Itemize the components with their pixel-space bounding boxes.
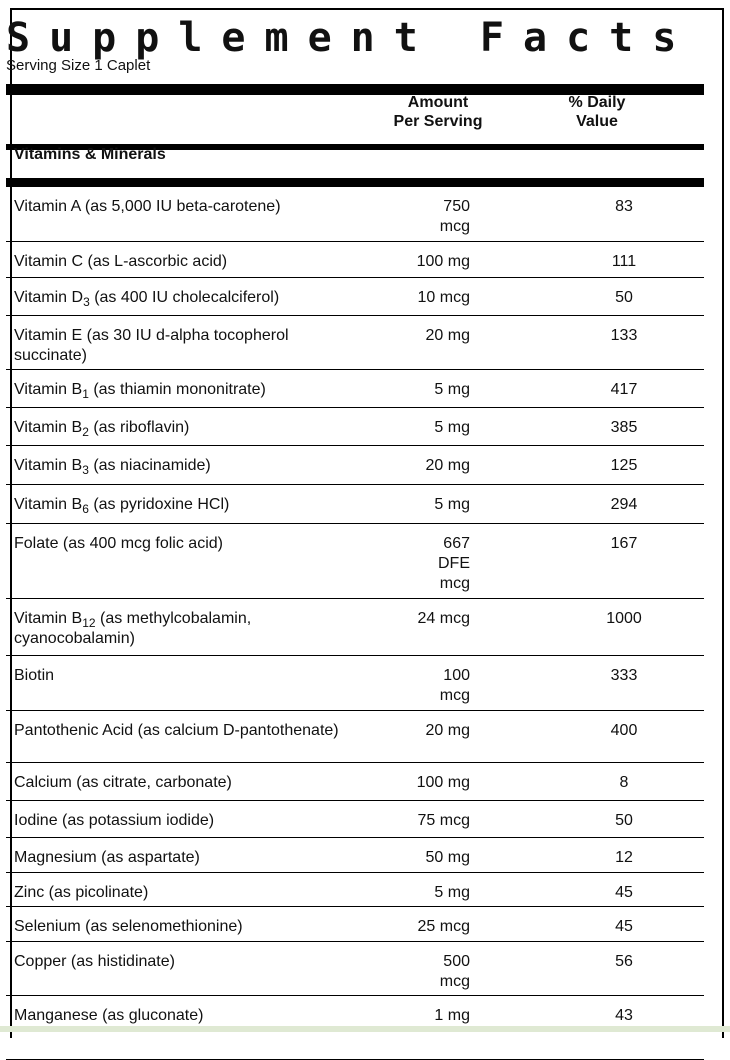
nutrient-name: Vitamin A (as 5,000 IU beta-carotene) bbox=[14, 198, 281, 215]
amount-per-serving bbox=[374, 326, 470, 346]
amount-line: 75 mcg bbox=[417, 812, 470, 829]
nutrient-subscript: 1 bbox=[82, 387, 89, 401]
table-row bbox=[6, 801, 704, 838]
amount-line: 667 bbox=[443, 535, 470, 552]
table-row bbox=[6, 242, 704, 278]
amount-line: 5 mg bbox=[434, 884, 470, 901]
daily-value: 385 bbox=[610, 419, 638, 436]
daily-value: 167 bbox=[610, 535, 638, 552]
nutrient-name: Biotin bbox=[14, 667, 55, 684]
amount-line: 5 mg bbox=[434, 381, 470, 398]
amount-line: 1 mg bbox=[434, 1007, 470, 1024]
table-row bbox=[6, 524, 704, 599]
daily-value: 50 bbox=[615, 289, 633, 306]
amount-line: 100 mg bbox=[416, 774, 470, 791]
nutrient-name: Pantothenic Acid (as calcium D-pantothenate) bbox=[14, 722, 339, 739]
nutrient-subscript: 3 bbox=[83, 295, 90, 309]
amount-per-serving bbox=[374, 811, 470, 831]
daily-value: 43 bbox=[615, 1007, 633, 1024]
table-row bbox=[6, 446, 704, 485]
table-row bbox=[6, 942, 704, 996]
section-title: Vitamins & Minerals bbox=[14, 146, 166, 163]
nutrient-subscript: 3 bbox=[82, 463, 89, 477]
amount-line: mcg bbox=[439, 218, 470, 235]
nutrient-name-detail: (as niacinamide) bbox=[88, 457, 211, 474]
table-row bbox=[6, 408, 704, 446]
daily-value: 83 bbox=[615, 198, 633, 215]
amount-line: 750 bbox=[443, 198, 470, 215]
daily-value: 45 bbox=[615, 884, 633, 901]
daily-value-header-line2: Value bbox=[576, 113, 618, 130]
amount-per-serving bbox=[374, 534, 470, 594]
daily-value: 133 bbox=[610, 327, 638, 344]
amount-per-serving bbox=[374, 456, 470, 476]
daily-value-header bbox=[542, 93, 652, 131]
table-row bbox=[6, 485, 704, 524]
nutrient-name: Copper (as histidinate) bbox=[14, 953, 175, 970]
amount-line: DFE bbox=[438, 555, 470, 572]
serving-size: Serving Size 1 Caplet bbox=[6, 57, 151, 74]
table-row bbox=[6, 370, 704, 408]
table-row bbox=[6, 763, 704, 801]
bottom-strip bbox=[0, 1026, 730, 1032]
nutrient-name-detail: (as riboflavin) bbox=[88, 419, 190, 436]
nutrient-subscript: 2 bbox=[82, 425, 89, 439]
amount-header-line2: Per Serving bbox=[393, 113, 483, 130]
nutrient-name-base: Vitamin B bbox=[14, 457, 83, 474]
amount-line: 25 mcg bbox=[417, 918, 470, 935]
nutrient-name-base: Vitamin B bbox=[14, 381, 83, 398]
nutrient-name-detail: (as pyridoxine HCl) bbox=[88, 496, 230, 513]
amount-per-serving bbox=[374, 418, 470, 438]
nutrient-name: Zinc (as picolinate) bbox=[14, 884, 149, 901]
nutrient-name: Magnesium (as aspartate) bbox=[14, 849, 200, 866]
nutrient-subscript: 12 bbox=[82, 616, 96, 630]
section-rule bbox=[6, 178, 704, 187]
amount-line: 5 mg bbox=[434, 419, 470, 436]
nutrient-name bbox=[14, 456, 364, 476]
table-row bbox=[6, 711, 704, 763]
amount-line: 50 mg bbox=[425, 849, 470, 866]
amount-per-serving bbox=[374, 666, 470, 706]
table-row bbox=[6, 316, 704, 370]
nutrient-name: Folate (as 400 mcg folic acid) bbox=[14, 535, 223, 552]
daily-value-header-line1: % Daily bbox=[568, 94, 626, 111]
amount-per-serving bbox=[374, 252, 470, 272]
nutrient-name-base: Vitamin B bbox=[14, 610, 83, 627]
daily-value: 45 bbox=[615, 918, 633, 935]
amount-per-serving bbox=[374, 721, 470, 741]
nutrient-name: Manganese (as gluconate) bbox=[14, 1007, 204, 1024]
nutrient-name: Calcium (as citrate, carbonate) bbox=[14, 774, 232, 791]
amount-per-serving bbox=[374, 197, 470, 237]
amount-per-serving bbox=[374, 773, 470, 793]
daily-value: 111 bbox=[611, 253, 637, 270]
amount-per-serving bbox=[374, 1006, 470, 1026]
table-row bbox=[6, 873, 704, 907]
nutrient-name bbox=[14, 288, 364, 308]
amount-header bbox=[370, 93, 506, 131]
table-row bbox=[6, 187, 704, 242]
nutrient-name-detail: (as thiamin mononitrate) bbox=[88, 381, 266, 398]
daily-value: 12 bbox=[615, 849, 633, 866]
daily-value: 417 bbox=[610, 381, 638, 398]
amount-per-serving bbox=[374, 848, 470, 868]
daily-value: 333 bbox=[610, 667, 638, 684]
nutrient-name-base: Vitamin B bbox=[14, 419, 83, 436]
daily-value: 56 bbox=[615, 953, 633, 970]
table-row bbox=[6, 838, 704, 873]
amount-line: 20 mg bbox=[425, 722, 470, 739]
nutrient-name: Vitamin E (as 30 IU d-alpha tocopherol succinate) bbox=[14, 327, 289, 364]
amount-line: 20 mg bbox=[425, 327, 470, 344]
nutrient-name-base: Vitamin B bbox=[14, 496, 83, 513]
nutrient-name bbox=[14, 609, 364, 649]
amount-per-serving bbox=[374, 883, 470, 903]
daily-value: 125 bbox=[610, 457, 638, 474]
amount-line: mcg bbox=[439, 575, 470, 592]
nutrient-name bbox=[14, 495, 364, 515]
amount-per-serving bbox=[374, 917, 470, 937]
amount-per-serving bbox=[374, 495, 470, 515]
nutrient-name bbox=[14, 418, 364, 438]
nutrient-name-base: Vitamin D bbox=[14, 289, 84, 306]
daily-value: 50 bbox=[615, 812, 633, 829]
amount-line: 500 bbox=[443, 953, 470, 970]
amount-per-serving bbox=[374, 952, 470, 992]
amount-line: 10 mcg bbox=[417, 289, 470, 306]
amount-line: 20 mg bbox=[425, 457, 470, 474]
amount-line: 5 mg bbox=[434, 496, 470, 513]
amount-line: mcg bbox=[439, 687, 470, 704]
amount-line: 100 mg bbox=[416, 253, 470, 270]
table-row bbox=[6, 907, 704, 942]
table-row bbox=[6, 599, 704, 656]
nutrient-name: Iodine (as potassium iodide) bbox=[14, 812, 215, 829]
amount-line: 100 bbox=[443, 667, 470, 684]
nutrient-name: Vitamin C (as L-ascorbic acid) bbox=[14, 253, 228, 270]
daily-value: 1000 bbox=[606, 610, 642, 627]
nutrient-name-detail: (as methylcobalamin, cyanocobalamin) bbox=[14, 610, 252, 647]
amount-per-serving bbox=[374, 380, 470, 400]
nutrient-subscript: 6 bbox=[82, 502, 89, 516]
amount-header-line1: Amount bbox=[407, 94, 469, 111]
nutrient-name: Selenium (as selenomethionine) bbox=[14, 918, 243, 935]
table-row bbox=[6, 278, 704, 316]
amount-line: mcg bbox=[439, 973, 470, 990]
table-row bbox=[6, 656, 704, 711]
amount-per-serving bbox=[374, 288, 470, 308]
amount-per-serving bbox=[374, 609, 470, 629]
nutrient-name-detail: (as 400 IU cholecalciferol) bbox=[89, 289, 280, 306]
nutrient-name bbox=[14, 380, 364, 400]
daily-value: 400 bbox=[610, 722, 638, 739]
daily-value: 8 bbox=[619, 774, 629, 791]
panel-title: Supplement Facts bbox=[6, 15, 696, 61]
amount-line: 24 mcg bbox=[417, 610, 470, 627]
daily-value: 294 bbox=[610, 496, 638, 513]
